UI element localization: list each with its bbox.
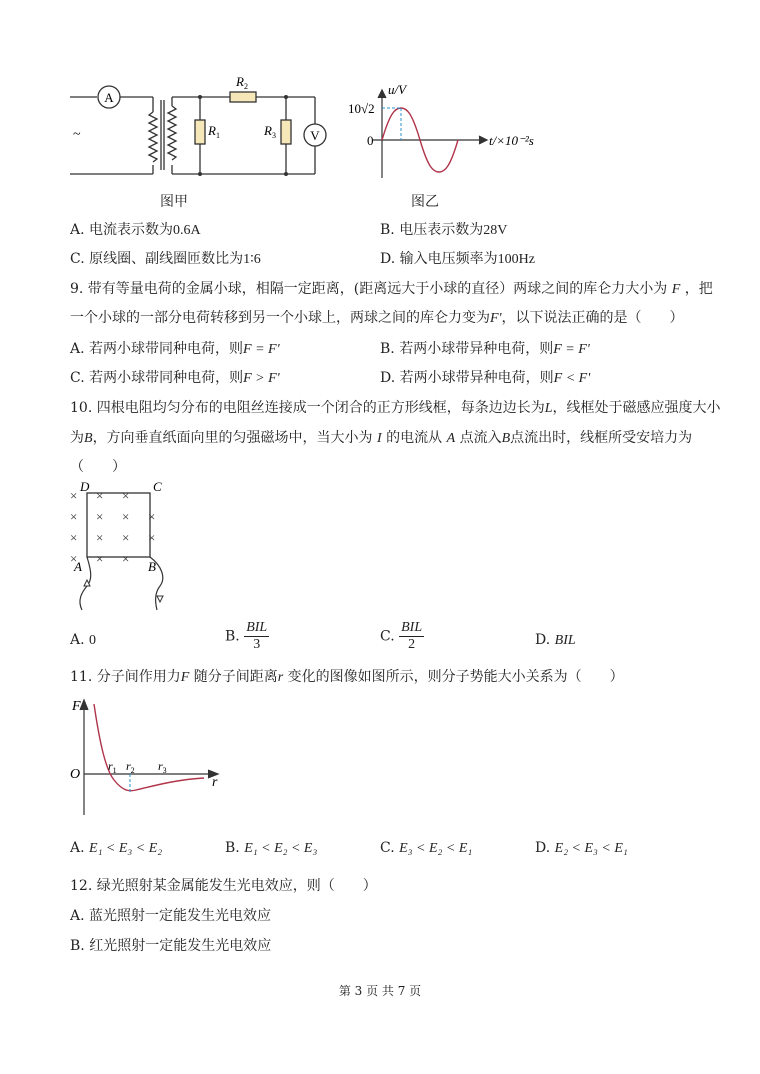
figure-yi-caption: 图乙 [411,194,439,210]
q10-option-c: C. $\frac{\text{BIL}}{2}$ [380,620,423,653]
svg-text:×: × [70,551,78,566]
r1-label: $r_1$ [108,759,117,775]
origin-o-label: O [70,767,81,782]
svg-text:×: × [148,509,156,524]
r2-label: $R_2$ [236,74,248,91]
graph-origin-label: 0 [367,133,374,148]
svg-text:×: × [70,488,78,503]
axis-r-label: r [212,775,218,790]
ammeter-label: A [104,90,114,105]
figure-jia-caption: 图甲 [160,194,188,210]
q12-option-a: A. 蓝光照射一定能发生光电效应 [70,908,272,924]
q8-option-c: C. 原线圈、副线圈匝数比为1∶6 [70,251,261,267]
q9-stem-line2: 一个小球的一部分电荷转移到另一个小球上，两球之间的库仑力变为F'，以下说法正确的是（ ） [70,310,684,326]
ac-source-label: ~ [73,127,81,142]
q12-option-b: B. 红光照射一定能发生光电效应 [70,938,272,954]
q11-option-c: C. E₃ < E₂ < E₁ [380,840,473,856]
q8-option-b: B. 电压表示数为28V [380,222,508,238]
q10-option-d: D. BIL [535,632,576,648]
svg-text:×: × [96,488,104,503]
corner-a-label: A [74,559,82,574]
voltmeter-label: V [310,128,320,143]
r3-label: $R_3$ [264,123,276,140]
q11-option-a: A. E₁ < E₃ < E₂ [70,840,163,856]
q9-option-d: D. 若两小球带异种电荷，则F < F' [380,370,591,386]
page-footer: 第 3 页 共 7 页 [338,984,422,998]
svg-text:×: × [96,509,104,524]
svg-text:×: × [122,530,130,545]
svg-text:×: × [122,551,130,566]
q11-option-b: B. E₁ < E₂ < E₃ [225,840,318,856]
axis-f-label: F [72,699,81,714]
q9-option-a: A. 若两小球带同种电荷，则F = F' [70,341,280,357]
r2-label: $r_2$ [126,759,135,775]
q10-stem-line3: （ ） [70,459,126,475]
q10-option-a: A. 0 [70,632,97,648]
q12-stem: 12. 绿光照射某金属能发生光电效应，则（ ） [70,878,377,894]
figure-q10-square-loop [62,478,192,616]
figure-yi-sine-graph [345,78,545,188]
corner-c-label: C [153,479,162,494]
svg-text:×: × [122,488,130,503]
svg-text:×: × [96,551,104,566]
q9-stem-line1: 9. 带有等量电荷的金属小球，相隔一定距离，(距离远大于小球的直径）两球之间的库仑力大小为 F ，把 [70,281,713,297]
svg-text:×: × [96,530,104,545]
q8-option-d: D. 输入电压频率为100Hz [380,251,535,267]
q8-option-a: A. 电流表示数为0.6A [70,222,201,238]
q9-option-c: C. 若两小球带同种电荷，则F > F' [70,370,280,386]
svg-text:×: × [70,530,78,545]
corner-d-label: D [80,479,90,494]
figure-jia-circuit [60,70,340,185]
svg-text:×: × [122,509,130,524]
q11-option-d: D. E₂ < E₃ < E₁ [535,840,628,856]
r1-label: $R_1$ [208,123,220,140]
graph-peak-label: 10√2 [348,101,375,116]
r3-label: $r_3$ [158,759,167,775]
q10-option-b: B. $\frac{\text{BIL}}{3}$ [225,620,268,653]
svg-text:×: × [148,530,156,545]
q11-stem: 11. 分子间作用力F 随分子间距离r 变化的图像如图所示，则分子势能大小关系为（ ） [70,669,624,685]
q10-stem-line1: 10. 四根电阻均匀分布的电阻丝连接成一个闭合的正方形线框，每条边边长为L，线框处于磁感应强度大小 [70,400,721,416]
graph-ylabel: u/V [388,82,407,97]
corner-b-label: B [148,559,156,574]
figure-q11-force-distance-graph [62,690,232,820]
graph-xlabel: t/×10⁻²s [489,133,534,148]
q10-stem-line2: 为B，方向垂直纸面向里的匀强磁场中，当大小为 I 的电流从 A 点流入B点流出时，线框所受安培力为 [70,430,693,446]
svg-text:×: × [70,509,78,524]
q9-option-b: B. 若两小球带异种电荷，则F = F' [380,341,590,357]
